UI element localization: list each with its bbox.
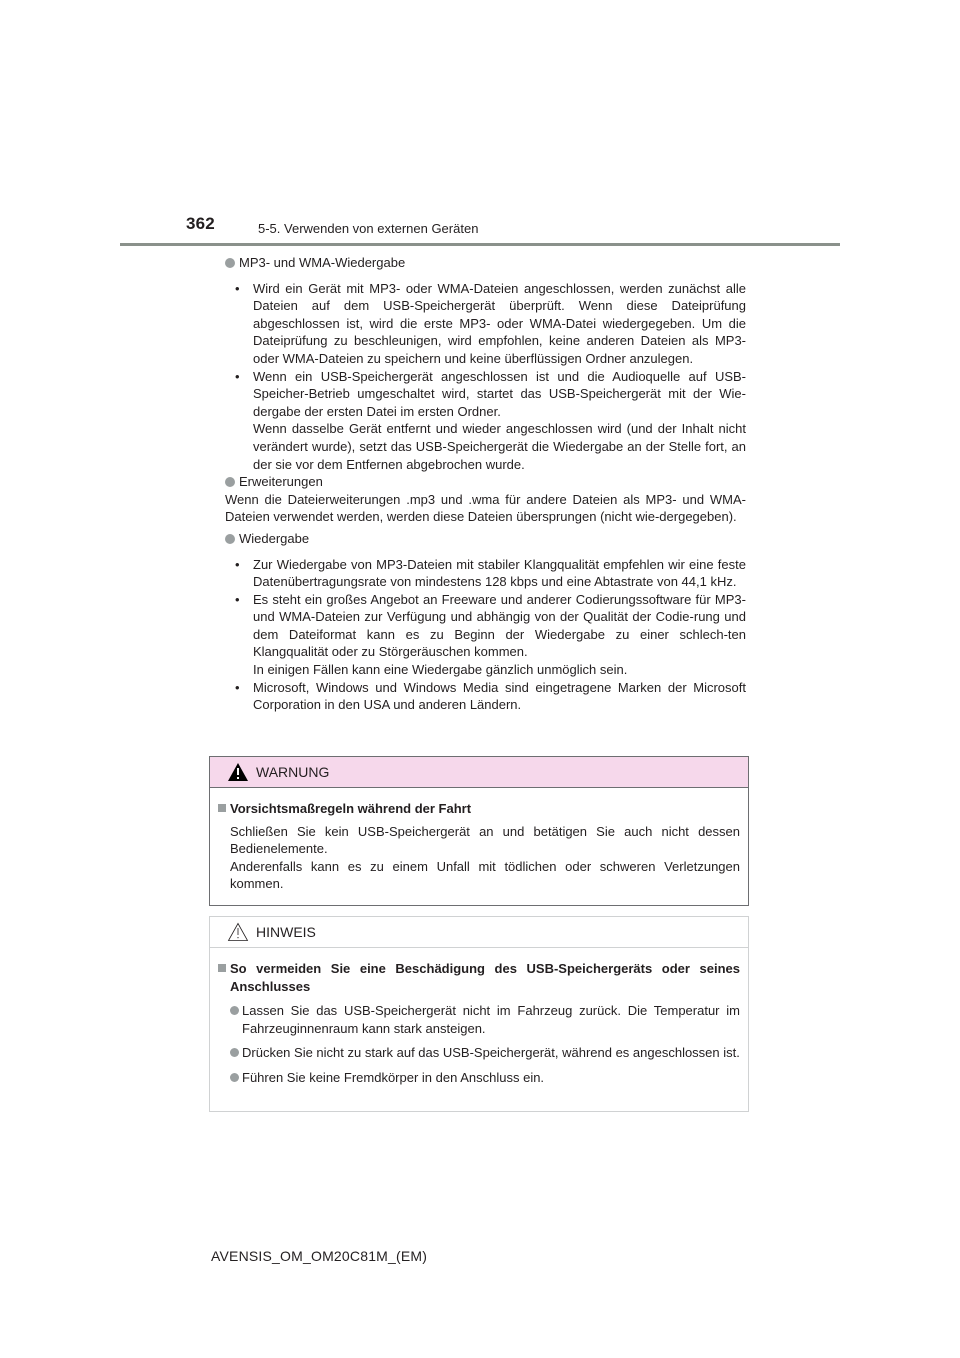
bullet-heading-mp3: MP3- und WMA-Wiedergabe	[225, 254, 746, 272]
bullet-heading-playback: Wiedergabe	[225, 530, 746, 548]
caution-triangle-icon	[227, 922, 249, 942]
bullet-dot-icon	[225, 258, 235, 268]
warning-header	[210, 757, 748, 788]
list-item: • Zur Wiedergabe von MP3-Dateien mit stabiler Klangqualität empfehlen wir eine feste Datenübertragungsrate von mindestens 128 kbps und eine Abtastrate von 44,1 kHz.	[235, 556, 746, 590]
bullet-dot-icon	[230, 1006, 239, 1015]
list-item: Führen Sie keine Fremdkörper in den Anschluss ein.	[218, 1069, 740, 1087]
warning-box	[209, 756, 749, 906]
list-item: • Wird ein Gerät mit MP3- oder WMA-Dateien angeschlossen, werden zunächst alle Dateien auf dem USB-Speichergerät überprüft. Wenn diese Dateiprüfung abgeschlossen ist, wird die erste MP3- oder WMA-Datei wiedergegeben. Um die Dateiprüfung zu beschleunigen, wird empfohlen, keine anderen Dateien als MP3- oder WMA-Dateien zu speichern und keine überflüssigen Ordner anzulegen.	[235, 280, 746, 366]
bullet-dot-icon	[225, 477, 235, 487]
warning-text: Schließen Sie kein USB-Speichergerät an und betätigen Sie auch nicht dessen Bedienelemente.	[230, 823, 740, 857]
list-item: Drücken Sie nicht zu stark auf das USB-Speichergerät, während es angeschlossen ist.	[218, 1044, 740, 1062]
hint-title: HINWEIS	[256, 924, 316, 940]
hint-header	[210, 917, 748, 948]
page-number: 362	[186, 214, 215, 233]
hint-box	[209, 916, 749, 1112]
list-item: • Wenn ein USB-Speichergerät angeschlossen ist und die Audioquelle auf USB-Speicher-Betrieb umgeschaltet wird, startet das USB-Speichergerät mit der Wie-dergabe der ersten Datei im ersten Ordner.	[235, 368, 746, 419]
list-item: • Es steht ein großes Angebot an Freeware und anderer Codierungssoftware für MP3- und WMA-Dateien zur Verfügung und abhängig von der Qualität der Codie-rung und dem Dateiformat kann es zu Beginn der Wiedergabe zu einer schlech-ten Klangqualität oder zu Störgeräuschen kommen.	[235, 591, 746, 660]
bullet-dot-icon	[230, 1048, 239, 1057]
document-code: AVENSIS_OM_OM20C81M_(EM)	[211, 1248, 428, 1264]
list-item-continuation: Wenn dasselbe Gerät entfernt und wieder angeschlossen wird (und der Inhalt nicht verändert wurde), setzt das USB-Speichergerät die Wiedergabe an der Stelle fort, an der sie vor dem Entfernen abgebrochen wurde.	[253, 421, 746, 472]
warning-text: Anderenfalls kann es zu einem Unfall mit tödlichen oder schweren Verletzungen kommen.	[230, 858, 740, 892]
list-item-continuation: In einigen Fällen kann eine Wiedergabe gänzlich unmöglich sein.	[253, 662, 628, 678]
paragraph: Wenn die Dateierweiterungen .mp3 und .wma für andere Dateien als MP3- und WMA-Dateien verwendet werden, werden diese Dateien übersprungen (nicht wie-dergegeben).	[225, 491, 746, 525]
list-item: Lassen Sie das USB-Speichergerät nicht im Fahrzeug zurück. Die Temperatur im Fahrzeuginnenraum kann stark ansteigen.	[218, 1002, 740, 1037]
main-content	[225, 254, 746, 714]
header-rule	[120, 243, 840, 246]
warning-triangle-icon	[227, 762, 249, 782]
bullet-heading-extensions: Erweiterungen	[225, 473, 746, 491]
warning-title: WARNUNG	[256, 764, 330, 780]
bullet-dot-icon	[230, 1073, 239, 1082]
hint-heading: So vermeiden Sie eine Beschädigung des USB-Speichergeräts oder seines Anschlusses	[218, 960, 740, 995]
list-item: • Microsoft, Windows und Windows Media sind eingetragene Marken der Microsoft Corporation in den USA und anderen Ländern.	[235, 679, 746, 713]
square-bullet-icon	[218, 804, 226, 812]
bullet-dot-icon	[225, 534, 235, 544]
square-bullet-icon	[218, 964, 226, 972]
section-title: 5-5. Verwenden von externen Geräten	[258, 221, 479, 236]
warning-heading: Vorsichtsmaßregeln während der Fahrt	[218, 800, 740, 818]
